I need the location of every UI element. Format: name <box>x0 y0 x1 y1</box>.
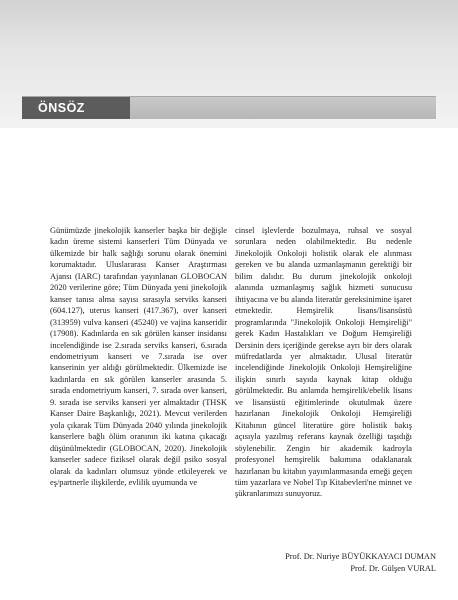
signature-author-1: Prof. Dr. Nuriye BÜYÜKKAYACI DUMAN <box>285 552 436 561</box>
section-title-box <box>22 97 130 119</box>
left-column <box>50 225 227 500</box>
section-title-bar <box>22 96 436 119</box>
right-column <box>235 225 412 500</box>
section-title: ÖNSÖZ <box>38 101 85 115</box>
left-column-text: Günümüzde jinekolojik kanserler başka bir değişle kadın üreme sistemi kanserleri Tüm Dünyada ve ülkemizde bir halk sağlığı sorunu olarak önemini korumaktadır. Uluslararası Kanser Araştırması Ajansı (IARC) tarafından yayınlanan GLOBOCAN 2020 verilerine göre; Tüm Dünyada yeni jinekolojik kanser tanısı alma sayısı sırasıyla serviks kanseri (604.127), uterus kanseri (417.367), over kanseri (313959) vulva kanseri (45240) ve vajina kanseridir (17908). Kadınlarda en sık görülen kanser insidansı incelendiğinde ise 2.sırada serviks kanseri, 6.sırada endometriyum kanseri ve 7.sırada ise over kanserinin yer aldığı görülmektedir. Ülkemizde ise kadınlarda en sık görülen kanserler arasında 5. sırada endometriyum kanseri, 7. sırada over kanseri, 9. sırada ise serviks kanseri yer almaktadır (THSK Kanser Daire Başkanlığı, 2021). Mevcut verilerden yola çıkarak Tüm Dünyada 2040 yılında jinekolojik kanserlere bağlı ölüm oranının iki katına çıkacağı düşünülmektedir (GLOBOCAN, 2020). Jinekolojik kanserler sadece fiziksel olarak değil psiko sosyal olarak da kadınları olumsuz yönde etkileyerek ve eş/partnerle ilişkilerde, evlilik uyumunda ve <box>50 226 227 487</box>
signature-block <box>285 551 436 574</box>
signature-author-2: Prof. Dr. Gülşen VURAL <box>350 563 436 573</box>
right-column-text: cinsel işlevlerde bozulmaya, ruhsal ve sosyal sorunlara neden olabilmektedir. Bu nedenle Jinekolojik Onkoloji holistik olarak ele alınması gereken ve bu alanda uzmanlaşmanın gerektiği bir bilim dalıdır. Bu durum jinekolojik onkoloji alanında uzmanlaşmış sağlık hizmeti sunucusu ihtiyacına ve bu alanda literatür gereksinimine işaret etmektedir. Hemşirelik lisans/lisansüstü programlarında "Jinekolojik Onkoloji Hemşireliği" gerek Kadın Hastalıkları ve Doğum Hemşireliği Dersinin ders içeriğinde gerekse ayrı bir ders olarak müfredatlarda yer almaktadır. Ulusal literatür incelendiğinde Jinekolojik Onkoloji Hemşireliğine ilişkin sınırlı sayıda kaynak kitap olduğu görülmektedir. Bu anlamda hemşirelik/ebelik lisans ve lisansüstü eğitimlerinde okutulmak üzere hazırlanan Jinekolojik Onkoloji Hemşireliği Kitabının güncel literatüre göre holistik bakış açısıyla yazılmış referans kaynak özelliği taşıdığı söylenebilir. Zengin bir akademik kadroyla profesyonel hemşirelik bakımına odaklanarak hazırlanan bu kitabın yayımlanmasında emeği geçen tüm yazarlara ve Nobel Tıp Kitabevleri'ne minnet ve şükranlarımızı sunuyoruz. <box>235 226 412 499</box>
text-columns <box>50 225 412 500</box>
